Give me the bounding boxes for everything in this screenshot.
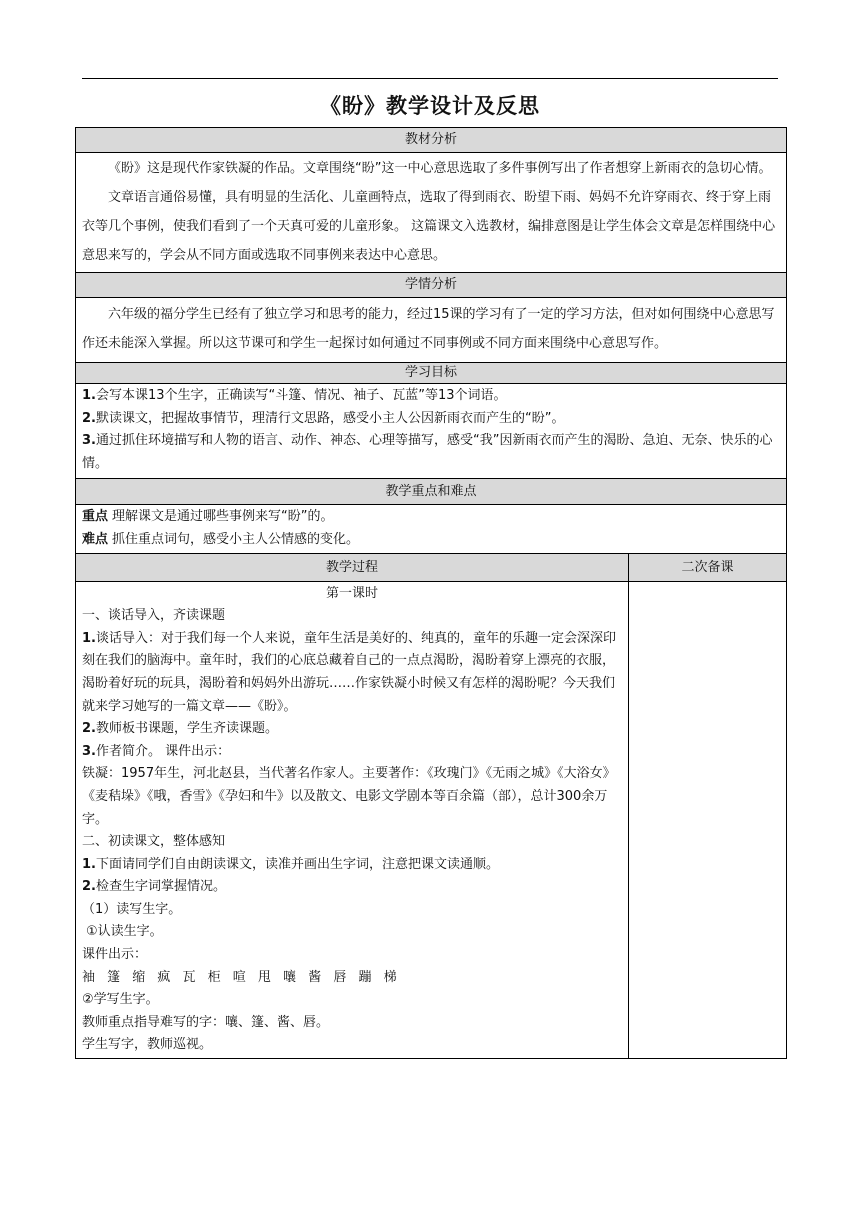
student-analysis-body xyxy=(76,298,787,363)
step-number: 2. xyxy=(82,721,96,737)
step-item xyxy=(82,628,622,718)
student-practice: 学生写字，教师巡视。 xyxy=(82,1037,213,1053)
part-heading: 一、谈话导入，齐读课题 xyxy=(82,608,226,624)
goal-item xyxy=(82,408,780,431)
material-analysis-body xyxy=(76,153,787,273)
material-paragraph: 文章语言通俗易懂，具有明显的生活化、儿童画特点，选取了得到雨衣、盼望下雨、妈妈不允许穿雨衣、终于穿上雨衣等几个事例，使我们看到了一个天真可爱的儿童形象。 这篇课文入选教材，编排意图是让学生体会文章是怎样围绕中心意思来写的，学会从不同方面或选取不同事例来表达中心意思。 xyxy=(82,190,776,263)
sub-step: （1）读写生字。 xyxy=(82,901,182,917)
goal-text: 通过抓住环境描写和人物的语言、动作、神态、心理等描写，感受“我”因新雨衣而产生的渴盼、急迫、无奈、快乐的心情。 xyxy=(82,433,773,471)
student-paragraph: 六年级的福分学生已经有了独立学习和思考的能力，经过15课的学习有了一定的学习方法，但对如何围绕中心意思写作还未能深入掌握。所以这节课可和学生一起探讨如何通过不同事例或不同方面来围绕中心意思写作。 xyxy=(82,307,775,351)
step-number: 3. xyxy=(82,743,96,759)
new-characters: 袖 篷 缩 疯 瓦 柜 喧 甩 嚷 酱 唇 蹦 梯 xyxy=(82,969,401,985)
step-number: 1. xyxy=(82,856,96,872)
courseware-label: 课件出示： xyxy=(82,947,148,963)
difficulty-line xyxy=(82,529,780,552)
goal-text: 默读课文，把握故事情节，理清行文思路，感受小主人公因新雨衣而产生的“盼”。 xyxy=(95,410,565,426)
section-header-second-prep: 二次备课 xyxy=(629,553,787,581)
process-body xyxy=(76,581,629,1058)
step-number: 1. xyxy=(82,630,96,646)
step-item xyxy=(82,854,622,877)
focus-text: 理解课文是通过哪些事例来写“盼”的。 xyxy=(112,509,334,525)
section-header-process: 教学过程 xyxy=(76,553,629,581)
step-item xyxy=(82,876,622,899)
lesson-label: 第一课时 xyxy=(325,585,378,601)
goal-text: 会写本课13个生字，正确读写“斗篷、情况、袖子、瓦蓝”等13个词语。 xyxy=(95,388,507,403)
goals-body xyxy=(76,384,787,479)
material-paragraph: 《盼》这是现代作家铁凝的作品。文章围绕“盼”这一中心意思选取了多件事例写出了作者想穿上新雨衣的急切心情。 xyxy=(108,161,772,176)
difficulty-text: 抓住重点词句，感受小主人公情感的变化。 xyxy=(112,531,360,547)
goal-number: 3. xyxy=(82,433,96,449)
goal-number: 1. xyxy=(82,388,96,403)
section-header-keypoints: 教学重点和难点 xyxy=(76,479,787,505)
goal-item xyxy=(82,385,780,408)
second-prep-body xyxy=(629,581,787,1058)
part-heading: 二、初读课文，整体感知 xyxy=(82,834,226,850)
page-title: 《盼》教学设计及反思 xyxy=(320,94,540,118)
header-rule xyxy=(82,78,778,79)
step-text: 检查生字词掌握情况。 xyxy=(95,879,226,895)
step-item xyxy=(82,741,622,764)
step-text: 谈话导入：对于我们每一个人来说，童年生活是美好的、纯真的，童年的乐趣一定会深深印刻在我们的脑海中。童年时，我们的心底总藏着自己的一点点渴盼，渴盼着穿上漂亮的衣服，渴盼着好玩的玩具，渴盼着和妈妈外出游玩……作家铁凝小时候又有怎样的渴盼呢？今天我们就来学习她写的一篇文章——《盼》。 xyxy=(82,630,616,714)
step-text: 下面请同学们自由朗读课文，读准并画出生字词，注意把课文读通顺。 xyxy=(95,856,499,872)
lesson-plan-table xyxy=(75,127,787,1059)
keypoints-body xyxy=(76,505,787,553)
step-text: 作者简介。 课件出示： xyxy=(95,743,231,759)
teacher-guide: 教师重点指导难写的字：嚷、篷、酱、唇。 xyxy=(82,1014,330,1030)
goal-number: 2. xyxy=(82,410,96,426)
step-item xyxy=(82,718,622,741)
step-number: 2. xyxy=(82,879,96,895)
section-header-student: 学情分析 xyxy=(76,273,787,298)
goal-item xyxy=(82,430,780,475)
step-text: 教师板书课题，学生齐读课题。 xyxy=(95,721,278,737)
section-header-material: 教材分析 xyxy=(76,128,787,153)
difficulty-label: 难点 xyxy=(82,531,109,547)
focus-label: 重点 xyxy=(82,509,109,525)
author-intro: 铁凝：1957年生，河北赵县，当代著名作家人。主要著作：《玫瑰门》《无雨之城》《大浴女》《麦秸垛》《哦，香雪》《孕妇和牛》以及散文、电影文学剧本等百余篇（部），总计300余万字。 xyxy=(82,766,616,827)
sub-step: ②学写生字。 xyxy=(82,992,159,1008)
section-header-goals: 学习目标 xyxy=(76,363,787,384)
focus-line xyxy=(82,506,780,529)
sub-step: ①认读生字。 xyxy=(86,924,163,940)
